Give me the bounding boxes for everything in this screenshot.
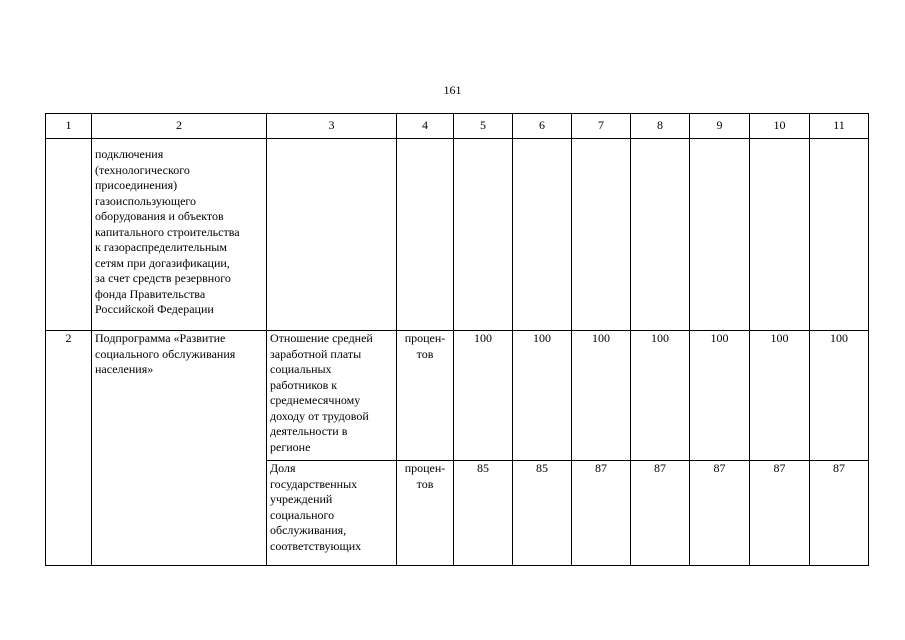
column-header: 11 — [810, 114, 869, 139]
value-cell: 87 — [572, 461, 631, 566]
column-header: 4 — [397, 114, 454, 139]
value-cell: 87 — [750, 461, 810, 566]
column-header: 8 — [631, 114, 690, 139]
value-cell — [631, 139, 690, 331]
table-row — [46, 331, 869, 461]
value-cell: 100 — [690, 331, 750, 461]
unit-cell: процен- тов — [397, 461, 454, 566]
value-cell — [810, 139, 869, 331]
column-header: 2 — [92, 114, 267, 139]
value-cell — [572, 139, 631, 331]
value-cell — [454, 139, 513, 331]
page-number: 161 — [443, 83, 462, 97]
program-name-cell: Подпрограмма «Развитие социального обслуживания населения» — [92, 331, 267, 566]
value-cell: 85 — [454, 461, 513, 566]
value-cell: 100 — [454, 331, 513, 461]
program-name-cell: подключения (технологического присоединения) газоиспользующего оборудования и объектов капитального строительства к газораспределительным сетям при догазификации, за счет средств резервного фонда Правительства Российской Федерации — [92, 139, 267, 331]
value-cell: 100 — [750, 331, 810, 461]
indicators-table — [45, 113, 869, 566]
indicator-cell: Доля государственных учреждений социального обслуживания, соответствующих — [267, 461, 397, 566]
column-header: 3 — [267, 114, 397, 139]
table-header-row — [46, 114, 869, 139]
value-cell — [690, 139, 750, 331]
value-cell: 100 — [513, 331, 572, 461]
value-cell — [513, 139, 572, 331]
unit-cell — [397, 139, 454, 331]
value-cell: 85 — [513, 461, 572, 566]
column-header: 1 — [46, 114, 92, 139]
value-cell: 87 — [631, 461, 690, 566]
column-header: 7 — [572, 114, 631, 139]
column-header: 10 — [750, 114, 810, 139]
value-cell: 87 — [690, 461, 750, 566]
indicator-cell: Отношение средней заработной платы социальных работников к среднемесячному доходу от трудовой деятельности в регионе — [267, 331, 397, 461]
value-cell: 100 — [810, 331, 869, 461]
row-number-cell — [46, 139, 92, 331]
row-number-cell: 2 — [46, 331, 92, 566]
column-header: 9 — [690, 114, 750, 139]
unit-cell: процен- тов — [397, 331, 454, 461]
value-cell: 100 — [572, 331, 631, 461]
value-cell: 87 — [810, 461, 869, 566]
value-cell: 100 — [631, 331, 690, 461]
table-row — [46, 139, 869, 331]
column-header: 6 — [513, 114, 572, 139]
value-cell — [750, 139, 810, 331]
column-header: 5 — [454, 114, 513, 139]
indicator-cell — [267, 139, 397, 331]
